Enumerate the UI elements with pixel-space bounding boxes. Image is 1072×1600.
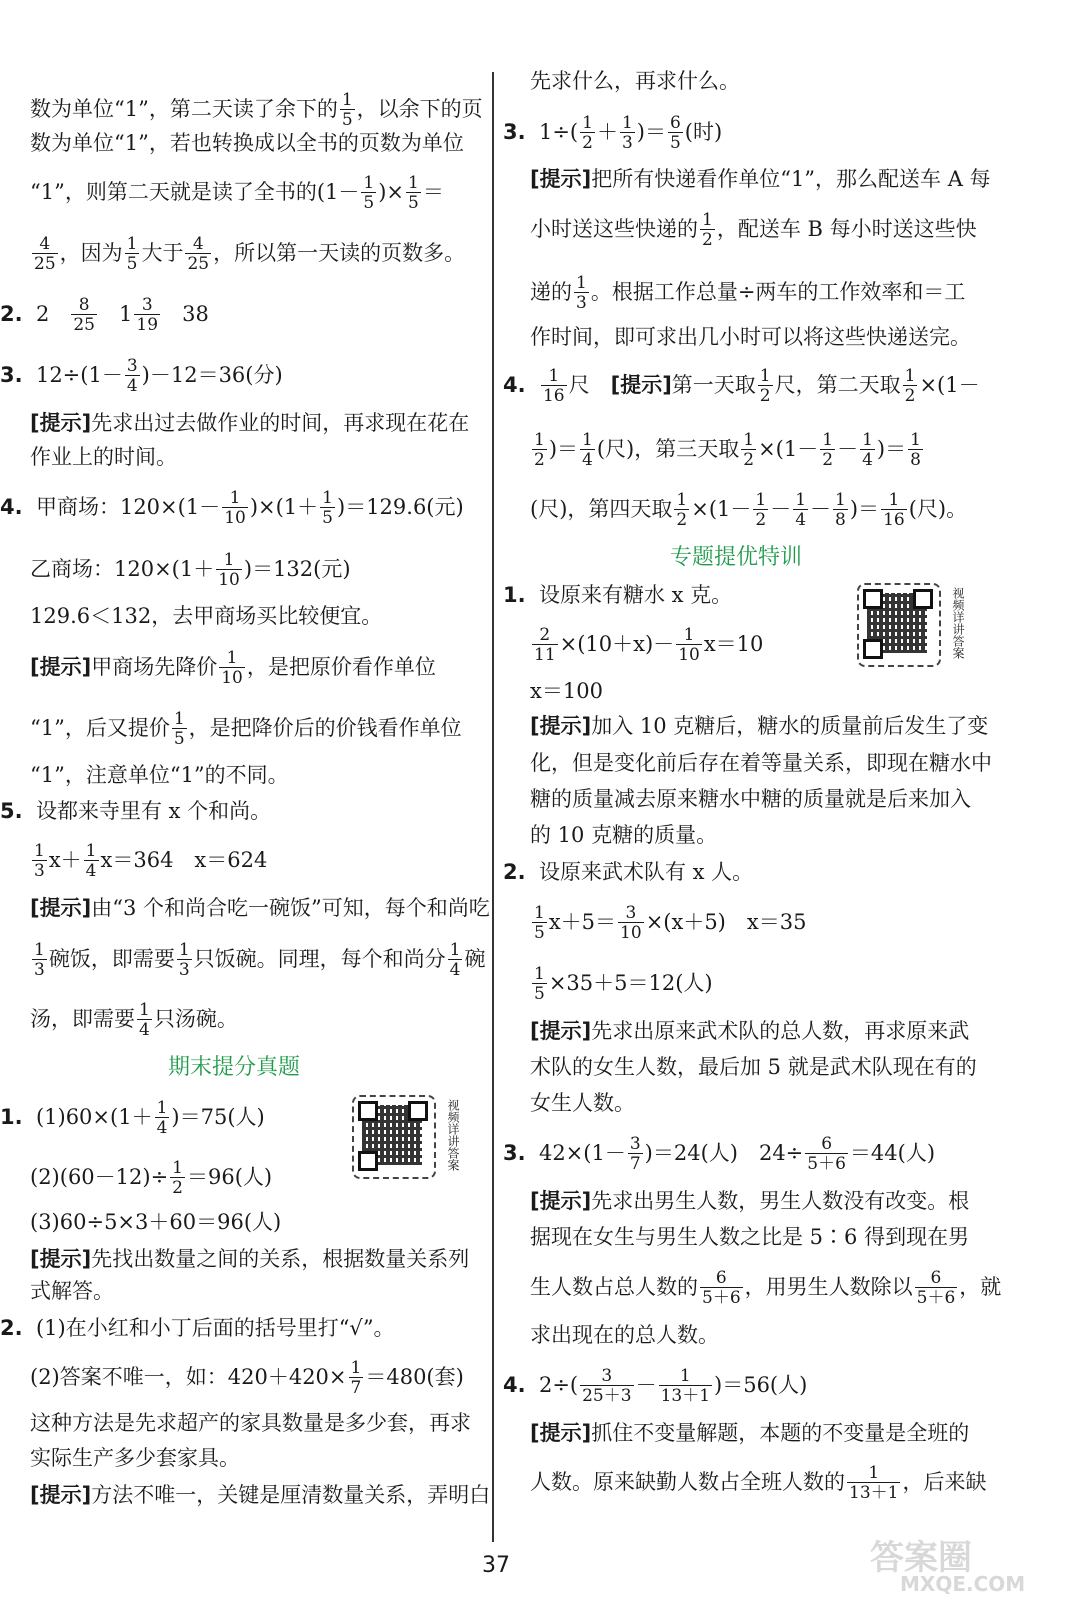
fraction: $\frac{1}{8}$ <box>910 430 921 470</box>
fraction: $\frac{1}{13+1}$ <box>660 1366 711 1406</box>
hint-line: [提示]甲商场先降价 $\frac{1}{10}$ ，是把原价看作单位 <box>30 648 436 688</box>
watermark-logo: 答案圈 <box>870 1538 972 1578</box>
answer-s1: 1. 设原来有糖水 x 克。 <box>503 583 733 607</box>
fraction: $\frac{1}{5}$ <box>341 90 353 130</box>
fraction: $\frac{1}{4}$ <box>582 430 593 470</box>
fraction: $\frac{1}{5}$ <box>534 903 545 943</box>
fraction: $\frac{1}{3}$ <box>576 273 587 313</box>
fraction: $\frac{4}{25}$ <box>187 234 210 274</box>
hint-line: 糖的质量减去原来糖水中糖的质量就是后来加入 <box>530 787 971 811</box>
answer-p2: 2. (1)在小红和小丁后面的括号里打“√”。 <box>0 1316 395 1340</box>
text-line: $\frac{1}{3}$ x＋ $\frac{1}{4}$ x＝364 x＝624 <box>34 841 268 881</box>
hint-line: 术队的女生人数，最后加 5 就是武术队现在有的 <box>530 1055 977 1079</box>
hint-line: [提示]先求出原来武术队的总人数，再求原来武 <box>530 1019 970 1043</box>
fraction: $\frac{1}{4}$ <box>795 490 807 530</box>
hint-line: 据现在女生与男生人数之比是 5∶6 得到现在男 <box>530 1225 970 1249</box>
section-title: 期末提分真题 <box>168 1055 301 1080</box>
fraction: $\frac{1}{2}$ <box>822 430 834 470</box>
fraction: $\frac{1}{16}$ <box>883 490 905 530</box>
section-title: 专题提优特训 <box>670 545 803 570</box>
hint-line: 求出现在的总人数。 <box>530 1323 719 1347</box>
hint-line: 汤，即需要 $\frac{1}{4}$ 只汤碗。 <box>30 1000 238 1040</box>
watermark-url: MXQE.COM <box>900 1572 1026 1596</box>
qr-code-icon[interactable] <box>857 583 965 667</box>
fraction: $\frac{1}{10}$ <box>224 488 246 528</box>
fraction: $\frac{1}{2}$ <box>534 430 545 470</box>
fraction: $\frac{3}{10}$ <box>620 903 642 943</box>
fraction: $\frac{1}{4}$ <box>862 430 873 470</box>
fraction: $\frac{1}{2}$ <box>759 366 771 406</box>
page-number: 37 <box>482 1553 510 1578</box>
text-line: $\frac{1}{5}$ ×35＋5＝12(人) <box>534 964 713 1004</box>
hint-line: 生人数占总人数的 $\frac{6}{5+6}$ ，用男生人数除以 $\frac{6}{5+6}$ ，就 <box>530 1268 1002 1308</box>
text-line: $\frac{4}{25}$ ，因为 $\frac{1}{5}$ 大于 $\frac{4}{25}$ ，所以第一天读的页数多。 <box>34 234 466 274</box>
answer-2: 2. 2 $\frac{8}{25}$ 1 $\frac{3}{19}$ 38 <box>0 295 209 335</box>
fraction: $\frac{8}{25}$ <box>73 295 95 335</box>
fraction: $\frac{1}{5}$ <box>322 488 333 528</box>
fraction: $\frac{1}{2}$ <box>743 430 755 470</box>
fraction: $\frac{1}{2}$ <box>172 1158 183 1198</box>
qr-code-icon[interactable] <box>352 1095 460 1179</box>
hint-line: 人数。原来缺勤人数占全班人数的 $\frac{1}{13+1}$ ，后来缺 <box>530 1463 987 1503</box>
hint-line: 女生人数。 <box>530 1091 635 1115</box>
fraction: $\frac{2}{11}$ <box>534 625 556 665</box>
fraction: $\frac{1}{5}$ <box>534 964 545 1004</box>
fraction: $\frac{1}{4}$ <box>139 1000 150 1040</box>
fraction: $\frac{4}{25}$ <box>34 234 56 274</box>
fraction: $\frac{1}{4}$ <box>449 940 461 980</box>
hint-line: [提示]先求出过去做作业的时间，再求现在花在 <box>30 411 470 435</box>
fraction: $\frac{1}{2}$ <box>755 490 767 530</box>
fraction: $\frac{1}{2}$ <box>676 490 688 530</box>
hint-line: 化，但是变化前后存在着等量关系，即现在糖水中 <box>530 751 992 775</box>
fraction: $\frac{1}{2}$ <box>702 210 713 250</box>
answer-s3: 3. 42×(1－ $\frac{3}{7}$ )＝24(人) 24÷ $\frac{6}{5+6}$ ＝44(人) <box>503 1134 936 1174</box>
fraction: $\frac{1}{8}$ <box>835 490 846 530</box>
fraction: $\frac{1}{16}$ <box>542 366 565 406</box>
text-line: 129.6＜132，去甲商场买比较便宜。 <box>30 604 383 628</box>
fraction: $\frac{1}{10}$ <box>221 648 243 688</box>
fraction: $\frac{3}{25+3}$ <box>582 1366 632 1406</box>
fraction: $\frac{6}{5+6}$ <box>916 1268 956 1308</box>
text-line: (尺)，第四天取 $\frac{1}{2}$ ×(1－ $\frac{1}{2}$ － $\frac{1}{4}$ － $\frac{1}{8}$ )＝ $\frac{1}{16}$ (尺)。 <box>530 490 968 530</box>
fraction: $\frac{6}{5+6}$ <box>702 1268 741 1308</box>
answer-p1: 1. (1)60×(1＋ $\frac{1}{4}$ )＝75(人) <box>0 1098 265 1138</box>
answer-5: 5. 设都来寺里有 x 个和尚。 <box>0 799 272 823</box>
answer-3: 3. 12÷(1－ $\frac{3}{4}$ )－12＝36(分) <box>0 356 283 396</box>
text-line: 乙商场：120×(1＋ $\frac{1}{10}$ )＝132(元) <box>30 550 351 590</box>
text-line: 实际生产多少套家具。 <box>30 1446 240 1470</box>
fraction: $\frac{1}{3}$ <box>178 940 190 980</box>
fraction: $\frac{1}{3}$ <box>34 841 45 881</box>
hint-line: 小时送这些快递的 $\frac{1}{2}$ ，配送车 B 每小时送这些快 <box>530 210 977 250</box>
text-line: (3)60÷5×3＋60＝96(人) <box>30 1210 282 1234</box>
hint-line: “1”，后又提价 $\frac{1}{5}$ ，是把降价后的价钱看作单位 <box>30 709 462 749</box>
fraction: $\frac{6}{5+6}$ <box>807 1134 846 1174</box>
hint-line: [提示]先找出数量之间的关系，根据数量关系列 <box>30 1247 470 1271</box>
fraction: $\frac{1}{5}$ <box>126 234 138 274</box>
fraction: $\frac{3}{4}$ <box>126 356 138 396</box>
hint-line: [提示]方法不唯一，关键是厘清数量关系，弄明白 <box>30 1483 491 1507</box>
text-line: 数为单位“1”，若也转换成以全书的页数为单位 <box>30 131 464 155</box>
fraction: $\frac{1}{2}$ <box>904 366 916 406</box>
hint-line: 作业上的时间。 <box>30 445 177 469</box>
fraction: $\frac{1}{10}$ <box>678 625 700 665</box>
fraction: $\frac{1}{5}$ <box>363 173 375 213</box>
qr-label: 视频详讲答案 <box>446 1099 460 1171</box>
fraction: $\frac{1}{3}$ <box>621 113 633 153</box>
hint-line: [提示]先求出男生人数，男生人数没有改变。根 <box>530 1189 970 1213</box>
answer-s2: 2. 设原来武术队有 x 人。 <box>503 860 754 884</box>
text-line: $\frac{1}{5}$ x＋5＝ $\frac{3}{10}$ ×(x＋5) x＝35 <box>534 903 807 943</box>
hint-line: 递的 $\frac{1}{3}$ 。根据工作总量÷两车的工作效率和＝工 <box>530 273 966 313</box>
answer-4: 4. $\frac{1}{16}$ 尺 [提示]第一天取 $\frac{1}{2}$ 尺，第二天取 $\frac{1}{2}$ ×(1－ <box>503 366 980 406</box>
fraction: $\frac{1}{5}$ <box>173 709 185 749</box>
fraction: $\frac{1}{7}$ <box>350 1358 362 1398</box>
hint-line: [提示]加入 10 克糖后，糖水的质量前后发生了变 <box>530 714 989 738</box>
text-line: (2)(60－12)÷ $\frac{1}{2}$ ＝96(人) <box>30 1158 273 1198</box>
hint-line: 作时间，即可求出几小时可以将这些快递送完。 <box>530 325 971 349</box>
text-line: “1”，则第二天就是读了全书的(1－ $\frac{1}{5}$ )× $\frac{1}{5}$ ＝ <box>30 173 444 213</box>
hint-line: [提示]把所有快递看作单位“1”，那么配送车 A 每 <box>530 167 991 191</box>
answer-3: 3. 1÷( $\frac{1}{2}$ ＋ $\frac{1}{3}$ )＝ $\frac{6}{5}$ (时) <box>503 113 723 153</box>
qr-label: 视频详讲答案 <box>951 587 965 659</box>
fraction: $\frac{6}{5}$ <box>669 113 681 153</box>
fraction: $\frac{1}{4}$ <box>156 1098 168 1138</box>
answer-s4: 4. 2÷( $\frac{3}{25+3}$ － $\frac{1}{13+1}$ )＝56(人) <box>503 1366 808 1406</box>
fraction: $\frac{1}{4}$ <box>85 841 97 881</box>
text-line: 先求什么，再求什么。 <box>530 69 740 93</box>
text-line: x＝100 <box>530 679 603 703</box>
column-divider <box>492 72 494 1542</box>
hint-line: [提示]由“3 个和尚合吃一碗饭”可知，每个和尚吃 <box>30 896 490 920</box>
fraction: $\frac{1}{5}$ <box>408 173 419 213</box>
hint-line: $\frac{1}{3}$ 碗饭，即需要 $\frac{1}{3}$ 只饭碗。同理，每个和尚分 $\frac{1}{4}$ 碗 <box>34 940 486 980</box>
fraction: $\frac{1}{3}$ <box>34 940 45 980</box>
fraction: $\frac{1}{2}$ <box>582 113 593 153</box>
hint-line: 的 10 克糖的质量。 <box>530 823 718 847</box>
text-line: $\frac{1}{2}$ )＝ $\frac{1}{4}$ (尺)，第三天取 $\frac{1}{2}$ ×(1－ $\frac{1}{2}$ － $\frac{1}{4}$ )＝ $\frac{1}{8}$ <box>534 430 921 470</box>
fraction: $\frac{1}{10}$ <box>218 550 240 590</box>
answer-4: 4. 甲商场：120×(1－ $\frac{1}{10}$ )×(1＋ $\frac{1}{5}$ )＝129.6(元) <box>0 488 464 528</box>
text-line: 这种方法是先求超产的家具数量是多少套，再求 <box>30 1411 471 1435</box>
text-line: $\frac{2}{11}$ ×(10＋x)－ $\frac{1}{10}$ x＝10 <box>534 625 764 665</box>
fraction: $\frac{3}{7}$ <box>629 1134 641 1174</box>
fraction: $\frac{1}{13+1}$ <box>849 1463 899 1503</box>
fraction: $\frac{3}{19}$ <box>136 295 159 335</box>
hint-line: “1”，注意单位“1”的不同。 <box>30 763 289 787</box>
hint-line: 式解答。 <box>30 1279 114 1303</box>
hint-line: [提示]抓住不变量解题，本题的不变量是全班的 <box>530 1421 970 1445</box>
text-line: (2)答案不唯一，如：420＋420× $\frac{1}{7}$ ＝480(套) <box>30 1358 464 1398</box>
text-line: 数为单位“1”，第二天读了余下的 $\frac{1}{5}$ ，以余下的页 <box>30 90 483 130</box>
